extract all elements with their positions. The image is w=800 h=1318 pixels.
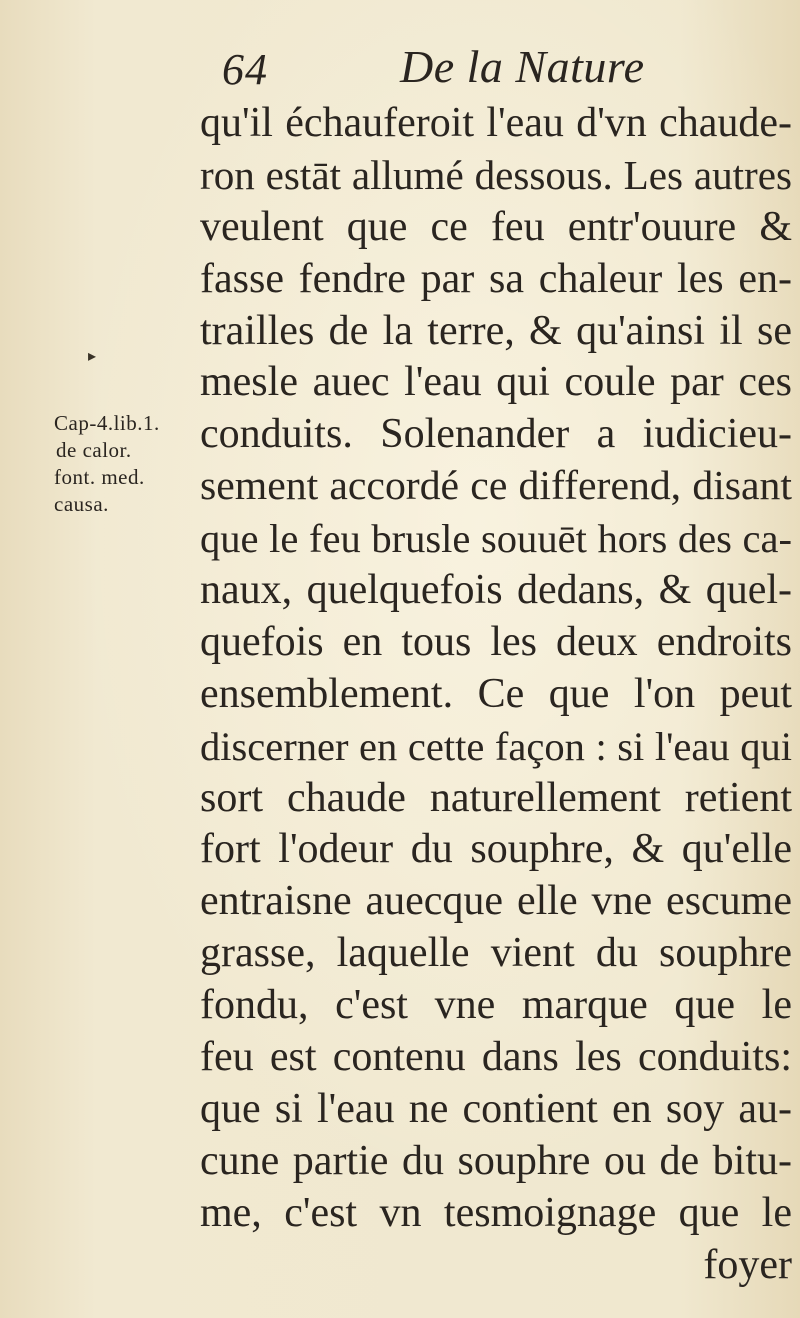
text-line: sement accordé ce differend, disant (200, 463, 792, 510)
text-line: feu est contenu dans les conduits: (200, 1034, 792, 1081)
page-number: 64 (222, 45, 268, 94)
text-line: mesle auec l'eau qui coule par ces (200, 359, 792, 406)
text-line: cune partie du souphre ou de bitu- (200, 1137, 792, 1184)
margin-note (54, 410, 214, 518)
margin-note-line: de calor. (56, 438, 132, 462)
text-line: fasse fendre par sa chaleur les en- (200, 255, 792, 302)
text-line: fort l'odeur du souphre, & qu'elle (200, 826, 792, 873)
text-line: entraisne auecque elle vne escume (200, 878, 792, 925)
text-line: conduits. Solenander a iudicieu- (200, 411, 792, 458)
text-line: naux, quelquefois dedans, & quel- (200, 567, 792, 614)
text-line: discerner en cette façon : si l'eau qui (200, 723, 792, 769)
text-line: sort chaude naturellement retient (200, 774, 792, 821)
text-line: ensemblement. Ce que l'on peut (200, 670, 792, 717)
text-line: veulent que ce feu entr'ouure & (200, 203, 792, 250)
text-line: trailles de la terre, & qu'ainsi il se (200, 307, 792, 354)
margin-note-line: causa. (54, 492, 109, 516)
text-line: que le feu brusle souuēt hors des ca- (200, 516, 792, 562)
running-title: De la Nature (400, 41, 645, 92)
page-header (0, 40, 800, 100)
text-line: grasse, laquelle vient du souphre (200, 930, 792, 977)
text-line: fondu, c'est vne marque que le (200, 982, 792, 1029)
text-line: ron estāt allumé dessous. Les autres (200, 151, 792, 198)
text-line: que si l'eau ne contient en soy au- (200, 1085, 792, 1132)
text-line: qu'il échauferoit l'eau d'vn chaude- (200, 100, 792, 146)
margin-mark: ▸ (88, 348, 97, 365)
text-line: me, c'est vn tesmoignage que le (200, 1189, 792, 1236)
margin-note-line: Cap-4.lib.1. (54, 411, 160, 435)
catchword: foyer (703, 1241, 792, 1288)
body-text (200, 98, 792, 1291)
text-line: quefois en tous les deux endroits (200, 618, 792, 665)
margin-note-line: font. med. (54, 465, 145, 489)
